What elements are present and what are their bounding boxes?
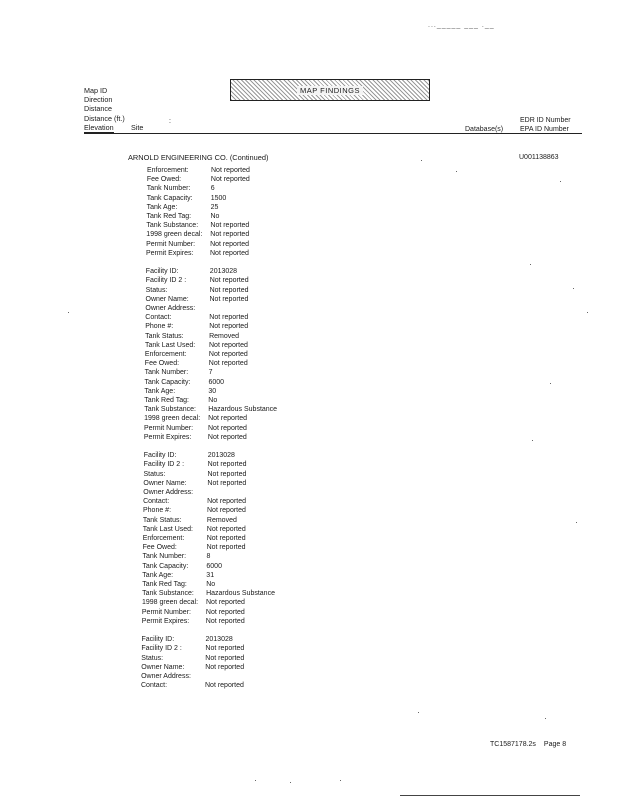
field-value: No: [210, 213, 220, 220]
record-row: [141, 672, 205, 681]
field-value: Not reported: [206, 544, 246, 552]
field-value: Not reported: [208, 360, 248, 368]
field-label: 1998 green decal:: [142, 599, 199, 607]
field-label: Contact:: [143, 498, 170, 506]
record-row: [146, 286, 249, 295]
field-label: Tank Capacity:: [146, 194, 193, 202]
field-label: Owner Address:: [143, 489, 194, 496]
field-value: Removed: [209, 332, 240, 340]
field-value: Not reported: [207, 507, 246, 515]
field-value: Not reported: [207, 470, 247, 478]
record-row: [145, 368, 213, 377]
record-row: [147, 194, 227, 203]
record-row: [143, 488, 207, 497]
field-value: Not reported: [206, 599, 245, 607]
field-value: 6: [210, 185, 215, 193]
field-value: 8: [206, 553, 211, 561]
field-label: Tank Substance:: [144, 406, 196, 414]
field-value: Not reported: [208, 424, 247, 432]
field-label: Enforcement:: [142, 535, 185, 542]
field-value: 2013028: [205, 636, 233, 644]
record-row: [144, 470, 247, 479]
distance-label: Distance: [84, 104, 112, 114]
record-row: [143, 516, 237, 525]
field-label: Contact:: [145, 314, 172, 322]
field-value: Hazardous Substance: [206, 590, 275, 598]
field-label: Tank Age:: [144, 387, 176, 395]
field-label: Facility ID 2 :: [145, 277, 187, 285]
field-value: Not reported: [207, 433, 247, 441]
field-value: Removed: [206, 516, 237, 524]
record-row: [142, 580, 215, 589]
database-label: Database(s): [465, 126, 504, 133]
record-row: [145, 313, 248, 322]
field-label: Tank Last Used:: [142, 525, 193, 533]
field-value: Not reported: [209, 314, 249, 322]
record-row: [146, 267, 237, 276]
record-row: [142, 626, 206, 635]
field-label: Tank Red Tag:: [142, 581, 187, 588]
record-row: [141, 681, 244, 690]
field-label: Tank Red Tag:: [146, 213, 192, 220]
field-label: Owner Address:: [145, 305, 196, 312]
field-label: Fee Owed:: [144, 360, 180, 368]
field-value: 31: [206, 571, 215, 579]
page-footer: [490, 741, 566, 748]
field-label: Status:: [141, 654, 164, 662]
record-row: [144, 405, 277, 414]
record-row: [144, 396, 217, 405]
page-number: Page 8: [543, 741, 567, 748]
record-row: [142, 617, 245, 626]
field-label: Owner Name:: [145, 295, 189, 303]
record-row: [142, 589, 275, 598]
map-findings-banner: [230, 79, 430, 101]
field-value: 7: [208, 369, 213, 377]
record-row: [143, 543, 246, 552]
record-row: [144, 442, 208, 451]
field-value: Not reported: [205, 663, 245, 671]
record-row: [147, 184, 215, 193]
field-label: Permit Number:: [146, 240, 196, 248]
field-value: Not reported: [209, 341, 248, 349]
field-value: Not reported: [210, 231, 250, 239]
epa-id-label: EPA ID Number: [520, 126, 569, 133]
record-row: [146, 295, 249, 304]
field-label: Tank Number:: [146, 185, 191, 193]
field-value: Not reported: [210, 240, 250, 248]
field-value: Not reported: [210, 249, 249, 257]
field-value: Not reported: [207, 461, 247, 469]
field-value: Not reported: [206, 535, 246, 542]
record-row: [142, 562, 222, 571]
field-label: Enforcement:: [147, 167, 189, 174]
banner-title: MAP FINDINGS: [297, 86, 363, 95]
entity-id: U001138863: [519, 154, 559, 161]
record-row: [146, 276, 249, 285]
field-value: Not reported: [205, 682, 244, 690]
id-labels: [520, 116, 571, 134]
header-labels: [84, 86, 125, 133]
record-row: [143, 479, 246, 488]
field-label: Tank Red Tag:: [144, 397, 189, 404]
record-row: [147, 203, 219, 212]
field-label: Fee Owed:: [142, 544, 177, 552]
field-label: Owner Name:: [143, 479, 187, 487]
record-row: [145, 332, 239, 341]
record-row: [142, 635, 233, 644]
record-row: [143, 552, 211, 561]
field-value: No: [208, 397, 218, 404]
field-label: Facility ID:: [141, 636, 175, 644]
record-row: [141, 654, 244, 663]
field-label: Tank Substance:: [142, 590, 194, 598]
record-row: [141, 663, 244, 672]
record-row: [143, 506, 246, 515]
record-row: [147, 175, 250, 184]
header-colon: :: [169, 118, 171, 125]
field-label: Tank Substance:: [146, 222, 199, 230]
record-row: [144, 424, 247, 433]
field-value: 6000: [208, 378, 225, 386]
top-scribble: ..._____ ___ .__: [428, 22, 495, 29]
record-row: [146, 221, 249, 230]
field-value: Not reported: [210, 176, 250, 184]
record-row: [143, 525, 246, 534]
field-label: Status:: [143, 470, 166, 478]
field-label: Tank Age:: [146, 203, 178, 211]
field-value: 30: [208, 387, 217, 395]
edr-id-label: EDR ID Number: [520, 117, 571, 124]
field-label: 1998 green decal:: [146, 231, 203, 239]
site-label: Site: [131, 123, 144, 132]
field-value: Not reported: [208, 351, 248, 358]
field-label: Contact:: [141, 682, 168, 690]
field-value: Not reported: [209, 286, 249, 294]
field-value: Not reported: [210, 222, 250, 230]
field-value: Not reported: [206, 525, 246, 533]
record-row: [141, 644, 244, 653]
field-label: Permit Expires:: [146, 249, 194, 257]
field-label: Status:: [145, 286, 168, 294]
field-value: Not reported: [205, 645, 245, 653]
field-value: Not reported: [207, 498, 247, 506]
field-value: Not reported: [207, 479, 247, 487]
field-value: Not reported: [205, 608, 245, 616]
field-value: 2013028: [209, 268, 238, 276]
field-label: Owner Address:: [141, 673, 191, 680]
field-value: Not reported: [208, 415, 248, 423]
field-value: 25: [210, 203, 219, 211]
record-row: [142, 571, 214, 580]
record-row: [145, 378, 225, 387]
field-label: Enforcement:: [144, 351, 187, 358]
field-label: Fee Owed:: [146, 176, 182, 184]
record-row: [146, 240, 249, 249]
field-label: Facility ID 2 :: [141, 645, 182, 653]
field-value: Not reported: [209, 323, 249, 331]
record-row: [144, 433, 247, 442]
record-row: [144, 387, 216, 396]
field-value: Not reported: [209, 277, 249, 285]
record-row: [145, 322, 248, 331]
bottom-rule: [400, 795, 580, 796]
field-value: No: [206, 581, 216, 588]
distance-ft-label: Distance (ft.): [84, 113, 125, 123]
entity-name: ARNOLD ENGINEERING CO. (Continued): [128, 153, 269, 162]
record-row: [146, 230, 249, 239]
field-value: Not reported: [211, 167, 250, 174]
direction-label: Direction: [84, 95, 113, 105]
field-label: Tank Last Used:: [145, 341, 196, 349]
record-row: [146, 249, 249, 258]
record-row: [143, 534, 246, 543]
record-row: [144, 451, 235, 460]
header-divider: [84, 133, 582, 134]
field-value: 1500: [210, 194, 227, 202]
field-label: Tank Status:: [145, 332, 184, 340]
record-row: [145, 359, 248, 368]
field-label: Facility ID 2 :: [143, 461, 185, 469]
field-label: Facility ID:: [145, 268, 179, 276]
record-row: [144, 460, 247, 469]
field-value: 6000: [206, 562, 222, 570]
field-label: Tank Status:: [142, 516, 182, 524]
record-row: [146, 258, 210, 267]
record-row: [142, 598, 245, 607]
record-row: [144, 414, 247, 423]
record-row: [145, 350, 248, 359]
field-value: Not reported: [205, 617, 245, 625]
field-label: Phone #:: [145, 323, 174, 331]
field-value: Not reported: [205, 654, 245, 662]
record-row: [142, 608, 245, 617]
record-row: [143, 497, 246, 506]
field-label: Tank Number:: [144, 369, 189, 377]
record-row: [145, 341, 248, 350]
field-label: Phone #:: [143, 507, 172, 515]
record-row: [147, 212, 220, 221]
record-row: [145, 304, 209, 313]
field-label: Permit Number:: [141, 608, 191, 616]
field-label: Tank Capacity:: [142, 562, 189, 570]
field-label: Permit Number:: [144, 424, 194, 432]
field-label: Tank Number:: [142, 553, 187, 561]
field-label: Tank Capacity:: [144, 378, 191, 386]
field-label: Permit Expires:: [141, 617, 190, 625]
field-label: Owner Name:: [141, 663, 185, 671]
field-label: 1998 green decal:: [144, 415, 201, 423]
field-value: Hazardous Substance: [208, 406, 278, 414]
map-id-label: Map ID: [84, 86, 108, 95]
field-label: Permit Expires:: [143, 433, 192, 441]
elevation-label: Elevation: [84, 122, 114, 132]
document-id: TC1587178.2s: [490, 741, 536, 748]
field-value: 2013028: [207, 452, 235, 460]
field-label: Tank Age:: [142, 571, 174, 579]
field-value: Not reported: [209, 295, 249, 303]
field-label: Facility ID:: [143, 452, 177, 460]
record-row: [147, 166, 250, 175]
